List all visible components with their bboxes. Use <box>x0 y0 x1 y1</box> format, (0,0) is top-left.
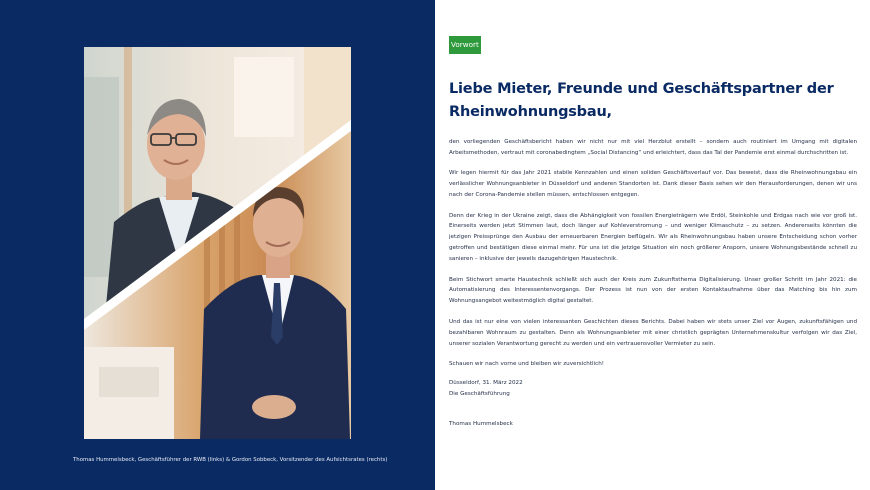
section-badge: Vorwort <box>449 36 481 54</box>
portrait-photo <box>84 47 351 439</box>
paragraph: den vorliegenden Geschäftsbericht haben wir nicht nur mit viel Herzblut erstellt – sondern auch routiniert im Umgang mit digitalen Arbeitsmethoden, vertraut mit coronabedingtem „Social Distancing“ und erleichtert, dass das Tal der Pandemie erst einmal durchschritten ist. <box>449 139 857 156</box>
paragraph: Beim Stichwort smarte Haustechnik schließt sich auch der Kreis zum Zukunftsthema Digitalisierung. Unser großer Schritt im Jahr 2021: die Automatisierung des Interessentenvorgangs. Der Prozess ist nun von der ersten Kontaktaufnahme über das Matching bis hin zum Wohnungsangebot weitestmöglich digital gestaltet. <box>449 276 857 305</box>
paragraph: Denn der Krieg in der Ukraine zeigt, dass die Abhängigkeit von fossilen Energieträgern wie Erdöl, Steinkohle und Erdgas nach wie vor groß ist. Einerseits werden jetzt Stimmen laut, doch länger auf Kohleverstromung – und weniger Klimaschutz – zu setzen. Andererseits könnten die jetzigen Preissprünge den Ausbau der erneuerbaren Energien beflügeln. Wir als Rheinwohnungsbau haben unsere Entscheidung schon vorher getroffen und bestätigen diese einmal mehr. Für uns ist die jetzige Situation ein noch größerer Ansporn, unsere Wohnungsbestände schnell zu sanieren – inklusive der jeweils dazugehörigen Haustechnik. <box>449 212 857 263</box>
signatory-name: Thomas Hummelsbeck <box>449 421 513 427</box>
page-title: Liebe Mieter, Freunde und Geschäftspartner der Rheinwohnungsbau, <box>449 81 834 120</box>
place-date: Düsseldorf, 31. März 2022 <box>449 380 523 386</box>
photo-caption: Thomas Hummelsbeck, Geschäftsführer der RWB (links) & Gordon Sobbeck, Vorsitzender des Aufsichtsrates (rechts) <box>73 457 388 463</box>
paragraph: Und das ist nur eine von vielen interessanten Geschichten dieses Berichts. Dabei haben wir stets unser Ziel vor Augen, zukunftsfähigen und bezahlbaren Wohnraum zu gestalten. Denn als Wohnungsanbieter mit einer christlich geprägten Unternehmenskultur verfolgen wir das Ziel, unserer sozialen Verantwortung gerecht zu werden und ein vertrauensvoller Vermieter zu sein. <box>449 318 857 347</box>
management-line: Die Geschäftsführung <box>449 390 510 397</box>
closing-block <box>449 378 523 400</box>
paragraph: Wir legen hiermit für das Jahr 2021 stabile Kennzahlen und einen soliden Geschäftsverlauf vor. Das beweist, dass die Rheinwohnungsbau ein verlässlicher Wohnungsanbieter in Düsseldorf und anderen Standorten ist. Dank dieser Basis sehen wir den Herausforderungen, denen wir uns nach der Corona-Pandemie stellen müssen, entschlossen entgegen. <box>449 170 857 199</box>
foreword-body <box>449 137 857 379</box>
paragraph: Schauen wir nach vorne und bleiben wir zuversichtlich! <box>449 361 605 367</box>
right-panel <box>435 0 870 490</box>
